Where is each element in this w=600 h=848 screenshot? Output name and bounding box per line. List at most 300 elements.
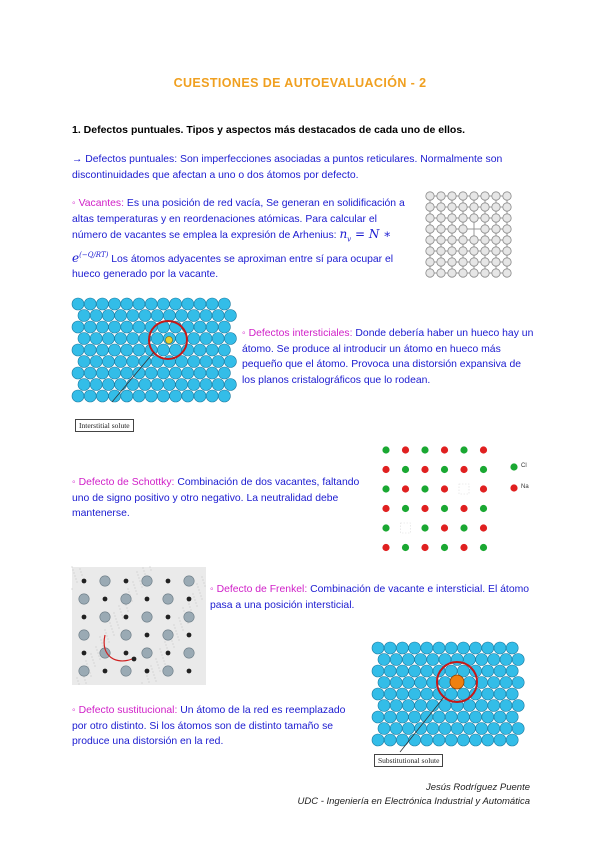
green-ion <box>402 505 409 512</box>
texture-speck <box>101 642 102 643</box>
small-ion <box>145 597 150 602</box>
texture-speck <box>98 655 99 656</box>
texture-speck <box>108 641 109 642</box>
lattice-atom <box>506 642 518 654</box>
lattice-atom <box>96 367 108 379</box>
lattice-atom <box>127 333 139 345</box>
lattice-atom <box>78 379 90 391</box>
lattice-atom <box>157 390 169 402</box>
lattice-atom <box>481 225 489 233</box>
texture-speck <box>142 567 143 568</box>
lattice-atom <box>481 214 489 222</box>
texture-speck <box>75 578 76 579</box>
lattice-atom <box>206 390 218 402</box>
lattice-atom <box>492 192 500 200</box>
texture-speck <box>187 622 188 623</box>
lattice-atom <box>482 665 494 677</box>
lattice-atom <box>218 298 230 310</box>
lattice-atom <box>218 390 230 402</box>
lattice-atom <box>459 247 467 255</box>
texture-speck <box>72 569 73 570</box>
texture-speck <box>134 587 135 588</box>
lattice-atom <box>415 654 427 666</box>
red-ion <box>421 466 428 473</box>
lattice-atom <box>457 711 469 723</box>
lattice-atom <box>433 711 445 723</box>
small-ion <box>166 579 171 584</box>
lattice-atom <box>109 344 121 356</box>
texture-speck <box>196 583 197 584</box>
texture-speck <box>153 674 154 675</box>
large-ion <box>184 648 194 658</box>
lattice-atom <box>145 390 157 402</box>
lattice-atom <box>492 258 500 266</box>
lattice-atom <box>503 203 511 211</box>
large-ion <box>100 576 110 586</box>
lattice-atom <box>494 665 506 677</box>
lattice-atom <box>470 711 482 723</box>
red-ion <box>480 446 487 453</box>
lattice-atom <box>503 214 511 222</box>
texture-speck <box>113 634 114 635</box>
lattice-atom <box>494 688 506 700</box>
lattice-atom <box>437 247 445 255</box>
texture-speck <box>202 579 203 580</box>
lattice-atom <box>409 711 421 723</box>
lattice-atom <box>482 711 494 723</box>
texture-speck <box>99 636 100 637</box>
large-ion <box>142 576 152 586</box>
texture-speck <box>155 658 156 659</box>
texture-speck <box>131 600 132 601</box>
green-ion <box>441 505 448 512</box>
large-ion <box>121 666 131 676</box>
texture-speck <box>128 591 129 592</box>
vacantes-label: ◦ Vacantes: <box>72 198 125 209</box>
lattice-atom <box>145 298 157 310</box>
small-ion <box>145 633 150 638</box>
lattice-atom <box>127 310 139 322</box>
lattice-atom <box>78 310 90 322</box>
substitutional-figure <box>372 640 524 748</box>
lattice-atom <box>90 379 102 391</box>
lattice-atom <box>396 642 408 654</box>
question-heading: 1. Defectos puntuales. Tipos y aspectos más destacados de cada uno de ellos. <box>72 124 466 136</box>
lattice-atom <box>194 321 206 333</box>
texture-speck <box>105 632 106 633</box>
lattice-atom <box>127 356 139 368</box>
lattice-atom <box>121 390 133 402</box>
lattice-atom <box>163 379 175 391</box>
lattice-atom <box>500 723 512 735</box>
lattice-atom <box>121 298 133 310</box>
lattice-atom <box>503 236 511 244</box>
texture-speck <box>141 586 142 587</box>
lattice-atom <box>96 321 108 333</box>
texture-speck <box>190 609 191 610</box>
lattice-atom <box>500 700 512 712</box>
lattice-atom <box>503 225 511 233</box>
red-ion <box>402 446 409 453</box>
lattice-atom <box>500 654 512 666</box>
texture-speck <box>199 592 200 593</box>
lattice-atom <box>481 247 489 255</box>
lattice-atom <box>109 298 121 310</box>
texture-speck <box>80 571 81 572</box>
interstitial-figure <box>72 296 232 404</box>
texture-speck <box>90 675 91 676</box>
lattice-atom <box>212 333 224 345</box>
lattice-atom <box>182 367 194 379</box>
lattice-atom <box>415 723 427 735</box>
lattice-atom <box>90 310 102 322</box>
small-ion <box>145 669 150 674</box>
lattice-atom <box>109 321 121 333</box>
lattice-atom <box>384 665 396 677</box>
green-ion <box>441 466 448 473</box>
lattice-atom <box>157 298 169 310</box>
green-ion <box>480 466 487 473</box>
lattice-atom <box>445 642 457 654</box>
red-ion <box>402 485 409 492</box>
texture-speck <box>126 607 127 608</box>
texture-speck <box>201 598 202 599</box>
lattice-atom <box>470 214 478 222</box>
intro-text: Son imperfecciones asociadas a puntos reticulares. Normalmente son discontinuidades que afectan a uno o dos átomos por defecto. <box>72 154 503 181</box>
lattice-atom <box>459 214 467 222</box>
lattice-atom <box>488 677 500 689</box>
lattice-atom <box>512 700 524 712</box>
lattice-atom <box>378 654 390 666</box>
red-ion <box>460 544 467 551</box>
texture-speck <box>77 680 78 681</box>
texture-speck <box>192 593 193 594</box>
sustitucional-label: ◦ Defecto sustitucional: <box>72 705 178 716</box>
green-ion <box>421 524 428 531</box>
texture-speck <box>196 605 197 606</box>
lattice-atom <box>426 225 434 233</box>
lattice-atom <box>426 247 434 255</box>
lattice-atom <box>206 344 218 356</box>
green-ion <box>421 485 428 492</box>
lattice-atom <box>437 225 445 233</box>
lattice-atom <box>372 734 384 746</box>
lattice-atom <box>139 379 151 391</box>
lattice-atom <box>194 344 206 356</box>
lattice-atom <box>427 723 439 735</box>
lattice-atom <box>176 379 188 391</box>
texture-speck <box>177 636 178 637</box>
texture-speck <box>148 681 149 682</box>
large-ion <box>184 576 194 586</box>
small-ion <box>187 597 192 602</box>
texture-speck <box>180 623 181 624</box>
lattice-atom <box>437 269 445 277</box>
texture-speck <box>188 603 189 604</box>
texture-speck <box>175 630 176 631</box>
lattice-atom <box>402 700 414 712</box>
lattice-atom <box>127 379 139 391</box>
lattice-atom <box>506 734 518 746</box>
small-ion <box>82 651 87 656</box>
vacantes-paragraph <box>72 196 407 283</box>
texture-speck <box>116 621 117 622</box>
texture-speck <box>166 647 167 648</box>
lattice-atom <box>218 367 230 379</box>
lattice-atom <box>372 688 384 700</box>
lattice-atom <box>96 344 108 356</box>
lattice-atom <box>448 269 456 277</box>
substitutional-caption: Substitutional solute <box>374 754 443 767</box>
lattice-atom <box>492 236 500 244</box>
legend-na-dot <box>510 484 517 491</box>
lattice-atom <box>90 356 102 368</box>
lattice-atom <box>426 258 434 266</box>
lattice-atom <box>72 390 84 402</box>
texture-speck <box>182 629 183 630</box>
lattice-atom <box>421 642 433 654</box>
texture-speck <box>73 572 74 573</box>
lattice-atom <box>133 390 145 402</box>
green-ion <box>402 544 409 551</box>
lattice-atom <box>176 310 188 322</box>
texture-speck <box>143 570 144 571</box>
lattice-atom <box>200 310 212 322</box>
green-ion <box>382 524 389 531</box>
lattice-atom <box>426 192 434 200</box>
legend-cl-dot <box>510 463 517 470</box>
texture-speck <box>74 575 75 576</box>
texture-speck <box>150 569 151 570</box>
vacancy-lattice-figure <box>424 190 514 280</box>
schottky-figure <box>380 442 530 552</box>
texture-speck <box>179 620 180 621</box>
lattice-atom <box>470 258 478 266</box>
small-ion <box>124 615 129 620</box>
lattice-atom <box>96 390 108 402</box>
lattice-atom <box>482 688 494 700</box>
lattice-atom <box>170 298 182 310</box>
lattice-atom <box>488 723 500 735</box>
texture-speck <box>163 660 164 661</box>
lattice-atom <box>115 356 127 368</box>
lattice-atom <box>121 344 133 356</box>
lattice-atom <box>384 642 396 654</box>
small-ion <box>187 669 192 674</box>
lattice-atom <box>170 390 182 402</box>
frenkel-paragraph <box>210 582 535 613</box>
lattice-atom <box>481 192 489 200</box>
texture-speck <box>171 640 172 641</box>
lattice-atom <box>109 367 121 379</box>
texture-speck <box>138 577 139 578</box>
red-ion <box>460 505 467 512</box>
lattice-atom <box>437 236 445 244</box>
lattice-atom <box>133 321 145 333</box>
lattice-atom <box>492 203 500 211</box>
large-ion <box>163 594 173 604</box>
lattice-atom <box>90 333 102 345</box>
large-ion <box>79 594 89 604</box>
texture-speck <box>204 585 205 586</box>
lattice-atom <box>470 642 482 654</box>
lattice-atom <box>384 688 396 700</box>
lattice-atom <box>481 236 489 244</box>
lattice-atom <box>488 654 500 666</box>
texture-speck <box>200 595 201 596</box>
lattice-atom <box>463 723 475 735</box>
texture-speck <box>178 639 179 640</box>
lattice-atom <box>133 298 145 310</box>
texture-speck <box>84 679 85 680</box>
lattice-atom <box>457 734 469 746</box>
arrhenius-formula: $n_v = N$ ∗ $e^{(-Q/RT)}$ <box>72 227 392 265</box>
lattice-atom <box>194 390 206 402</box>
lattice-atom <box>481 269 489 277</box>
lattice-atom <box>492 247 500 255</box>
lattice-atom <box>463 677 475 689</box>
lattice-atom <box>402 654 414 666</box>
lattice-atom <box>218 321 230 333</box>
lattice-atom <box>84 298 96 310</box>
texture-speck <box>161 654 162 655</box>
lattice-atom <box>470 192 478 200</box>
texture-speck <box>151 668 152 669</box>
lattice-atom <box>396 665 408 677</box>
lattice-atom <box>157 344 169 356</box>
sustitucional-paragraph <box>72 703 362 750</box>
red-ion <box>460 466 467 473</box>
lattice-atom <box>470 236 478 244</box>
texture-speck <box>157 664 158 665</box>
lattice-atom <box>133 344 145 356</box>
small-ion <box>124 579 129 584</box>
lattice-atom <box>390 700 402 712</box>
large-ion <box>142 612 152 622</box>
lattice-atom <box>421 688 433 700</box>
red-ion <box>382 505 389 512</box>
lattice-atom <box>426 236 434 244</box>
texture-speck <box>172 643 173 644</box>
lattice-atom <box>433 734 445 746</box>
texture-speck <box>71 588 72 589</box>
lattice-atom <box>151 310 163 322</box>
large-ion <box>184 612 194 622</box>
lattice-atom <box>372 665 384 677</box>
lattice-atom <box>372 711 384 723</box>
green-ion <box>480 505 487 512</box>
texture-speck <box>162 657 163 658</box>
texture-speck <box>92 659 93 660</box>
texture-speck <box>90 653 91 654</box>
green-ion <box>421 446 428 453</box>
lattice-atom <box>481 203 489 211</box>
lattice-atom <box>224 333 236 345</box>
lattice-atom <box>390 654 402 666</box>
lattice-atom <box>115 379 127 391</box>
texture-speck <box>94 665 95 666</box>
lattice-atom <box>402 677 414 689</box>
lattice-atom <box>457 642 469 654</box>
small-ion <box>166 651 171 656</box>
texture-speck <box>115 618 116 619</box>
red-ion <box>382 466 389 473</box>
texture-speck <box>127 610 128 611</box>
texture-speck <box>95 646 96 647</box>
lattice-atom <box>206 367 218 379</box>
texture-speck <box>109 622 110 623</box>
lattice-atom <box>433 642 445 654</box>
lattice-atom <box>481 258 489 266</box>
texture-speck <box>83 676 84 677</box>
red-ion <box>480 524 487 531</box>
texture-speck <box>106 635 107 636</box>
lattice-atom <box>437 214 445 222</box>
lattice-atom <box>445 711 457 723</box>
texture-speck <box>174 627 175 628</box>
small-ion <box>187 633 192 638</box>
lattice-atom <box>427 654 439 666</box>
lattice-atom <box>459 258 467 266</box>
lattice-atom <box>448 203 456 211</box>
lattice-atom <box>445 734 457 746</box>
texture-speck <box>117 624 118 625</box>
intersticiales-label: ◦ Defectos intersticiales: <box>242 328 353 339</box>
lattice-atom <box>96 298 108 310</box>
lattice-atom <box>492 269 500 277</box>
large-ion <box>142 648 152 658</box>
lattice-atom <box>72 298 84 310</box>
lattice-atom <box>200 333 212 345</box>
lattice-atom <box>506 665 518 677</box>
large-ion <box>121 630 131 640</box>
texture-speck <box>125 604 126 605</box>
lattice-atom <box>115 333 127 345</box>
texture-speck <box>113 612 114 613</box>
texture-speck <box>86 663 87 664</box>
texture-speck <box>85 682 86 683</box>
texture-speck <box>118 605 119 606</box>
lattice-atom <box>378 723 390 735</box>
lattice-atom <box>200 379 212 391</box>
lattice-atom <box>78 356 90 368</box>
lattice-atom <box>84 321 96 333</box>
interstitial-ion <box>132 657 137 662</box>
texture-speck <box>110 625 111 626</box>
intro-paragraph <box>72 152 532 183</box>
texture-speck <box>132 581 133 582</box>
lattice-atom <box>188 333 200 345</box>
texture-speck <box>146 675 147 676</box>
lattice-atom <box>476 654 488 666</box>
lattice-atom <box>102 310 114 322</box>
texture-speck <box>154 677 155 678</box>
lattice-atom <box>426 269 434 277</box>
texture-speck <box>104 629 105 630</box>
lattice-atom <box>409 642 421 654</box>
lattice-atom <box>503 247 511 255</box>
lattice-atom <box>121 321 133 333</box>
lattice-atom <box>84 390 96 402</box>
texture-speck <box>96 649 97 650</box>
small-ion <box>103 597 108 602</box>
large-ion <box>121 594 131 604</box>
lattice-atom <box>224 310 236 322</box>
texture-speck <box>144 573 145 574</box>
lattice-atom <box>396 688 408 700</box>
texture-speck <box>147 678 148 679</box>
texture-speck <box>136 593 137 594</box>
